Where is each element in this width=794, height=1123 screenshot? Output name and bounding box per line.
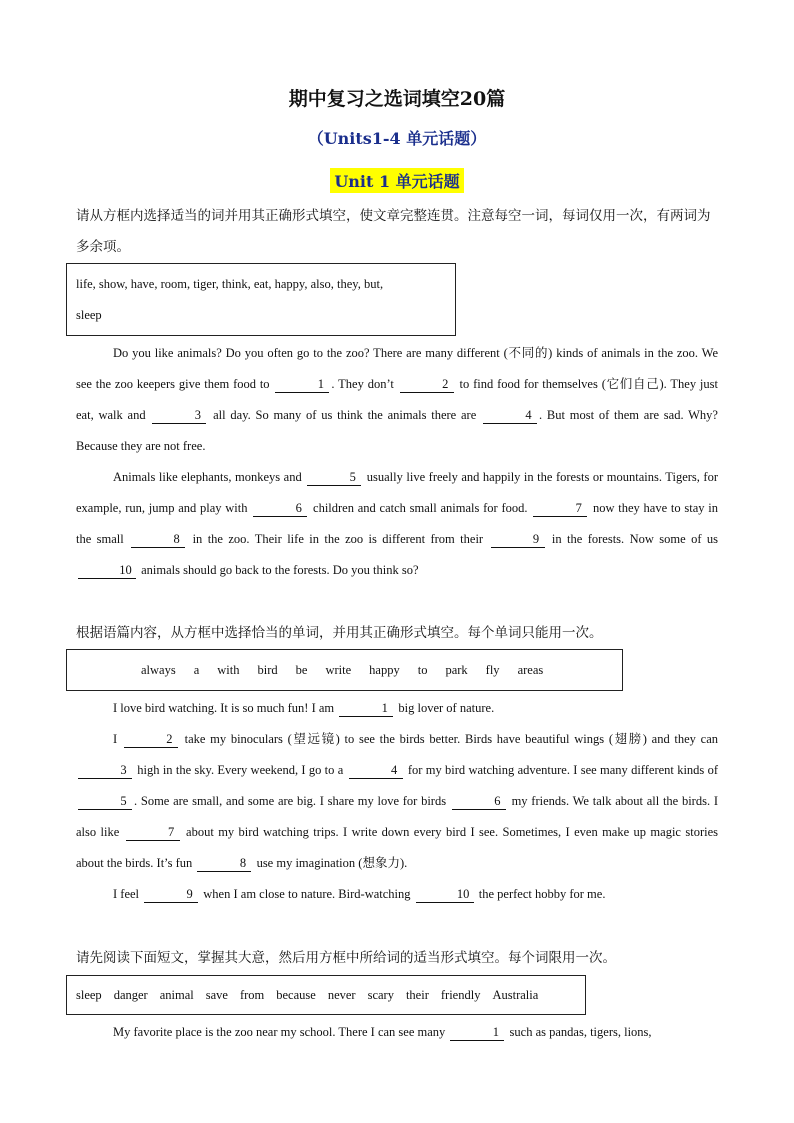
blank-10: 10 xyxy=(78,562,136,579)
blank-8: 8 xyxy=(197,855,251,872)
blank-3: 3 xyxy=(152,407,206,424)
section3-paragraph-1: My favorite place is the zoo near my school. There I can see many 1 such as pandas, tigers, lions, xyxy=(113,1025,652,1039)
word: write xyxy=(325,662,352,677)
section1-instruction: 请从方框内选择适当的词并用其正确形式填空，使文章完整连贯。注意每空一词，每词仅用一次，有两词为多余项。 xyxy=(76,208,711,255)
page-title: 期中复习之选词填空20篇 xyxy=(288,88,506,110)
word: park xyxy=(445,662,468,677)
blank-7: 7 xyxy=(126,824,180,841)
blank-1: 1 xyxy=(275,376,329,393)
section2-passage xyxy=(76,693,718,910)
page-subtitle: （Units1-4 单元话题） xyxy=(307,129,487,148)
blank-6: 6 xyxy=(253,500,307,517)
blank-1: 1 xyxy=(339,700,393,717)
section3-passage xyxy=(76,1017,718,1048)
section3-instruction: 请先阅读下面短文，掌握其大意，然后用方框中所给词的适当形式填空。每个词限用一次。 xyxy=(76,950,616,966)
blank-2: 2 xyxy=(400,376,454,393)
blank-1: 1 xyxy=(450,1024,504,1041)
word: to xyxy=(417,662,428,677)
section2-paragraph-2: I 2 take my binoculars (望远镜) to see the birds better. Birds have beautiful wings (翅膀) and they can 3 high in the sky. Every weekend, I go to a 4 for my bird watching adventure. I see many different kinds of 5 . Some are small, and some are big. I share my love for birds 6 my friends. We talk about all the birds. I also like 7 about my bird watching trips. I write down every bird I see. Sometimes, I even make up magic stories about the birds. It’s fun 8 use my imagination (想象力). xyxy=(76,732,718,870)
word: areas xyxy=(517,662,544,677)
section1-word-box xyxy=(66,263,456,336)
unit-heading-wrap xyxy=(0,168,794,193)
word: a xyxy=(193,662,200,677)
word: bird xyxy=(257,662,278,677)
word: Australia xyxy=(492,987,539,1002)
word: fly xyxy=(485,662,500,677)
word: their xyxy=(405,987,429,1002)
section1-paragraph-1: Do you like animals? Do you often go to the zoo? There are many different (不同的) kinds of animals in the zoo. We see the zoo keepers give them food to 1 . They don’t 2 to find food for themselves (它们自己). They just eat, walk and 3 all day. So many of us think the animals there are 4 . But most of them are sad. Why? Because they are not free. xyxy=(76,346,718,453)
blank-8: 8 xyxy=(131,531,185,548)
section1-words-line1: life, show, have, room, tiger, think, eat, happy, also, they, but, xyxy=(76,277,384,291)
blank-9: 9 xyxy=(491,531,545,548)
section2-paragraph-3: I feel 9 when I am close to nature. Bird-watching 10 the perfect hobby for me. xyxy=(113,887,606,901)
section1-words-line2: sleep xyxy=(76,308,102,322)
section2-instruction: 根据语篇内容，从方框中选择恰当的单词，并用其正确形式填空。每个单词只能用一次。 xyxy=(76,625,603,641)
word: friendly xyxy=(440,987,481,1002)
word: sleep xyxy=(76,987,102,1002)
blank-2: 2 xyxy=(124,731,178,748)
word: animal xyxy=(159,987,194,1002)
word: happy xyxy=(369,662,400,677)
section2-paragraph-1: I love bird watching. It is so much fun! I am 1 big lover of nature. xyxy=(113,701,495,715)
word: save xyxy=(205,987,228,1002)
blank-7: 7 xyxy=(533,500,587,517)
blank-6: 6 xyxy=(452,793,506,810)
word: always xyxy=(141,662,176,677)
section1-paragraph-2: Animals like elephants, monkeys and 5 usually live freely and happily in the forests or mountains. Tigers, for example, run, jump and play with 6 children and catch small animals for food. 7 now they have to stay in the small 8 in the zoo. Their life in the zoo is different from their 9 in the forests. Now some of us 10 animals should go back to the forests. Do you think so? xyxy=(76,470,718,577)
section3-word-box xyxy=(66,975,586,1015)
word: be xyxy=(295,662,308,677)
blank-4: 4 xyxy=(483,407,537,424)
word: from xyxy=(239,987,265,1002)
word: never xyxy=(327,987,356,1002)
blank-3: 3 xyxy=(78,762,132,779)
unit-heading: Unit 1 单元话题 xyxy=(330,168,463,193)
word: with xyxy=(217,662,240,677)
word: scary xyxy=(367,987,394,1002)
word: because xyxy=(276,987,316,1002)
blank-4: 4 xyxy=(349,762,403,779)
blank-10: 10 xyxy=(416,886,474,903)
word: danger xyxy=(113,987,148,1002)
blank-5: 5 xyxy=(307,469,361,486)
blank-9: 9 xyxy=(144,886,198,903)
section1-passage xyxy=(76,338,718,586)
section2-word-box xyxy=(66,649,623,691)
blank-5: 5 xyxy=(78,793,132,810)
